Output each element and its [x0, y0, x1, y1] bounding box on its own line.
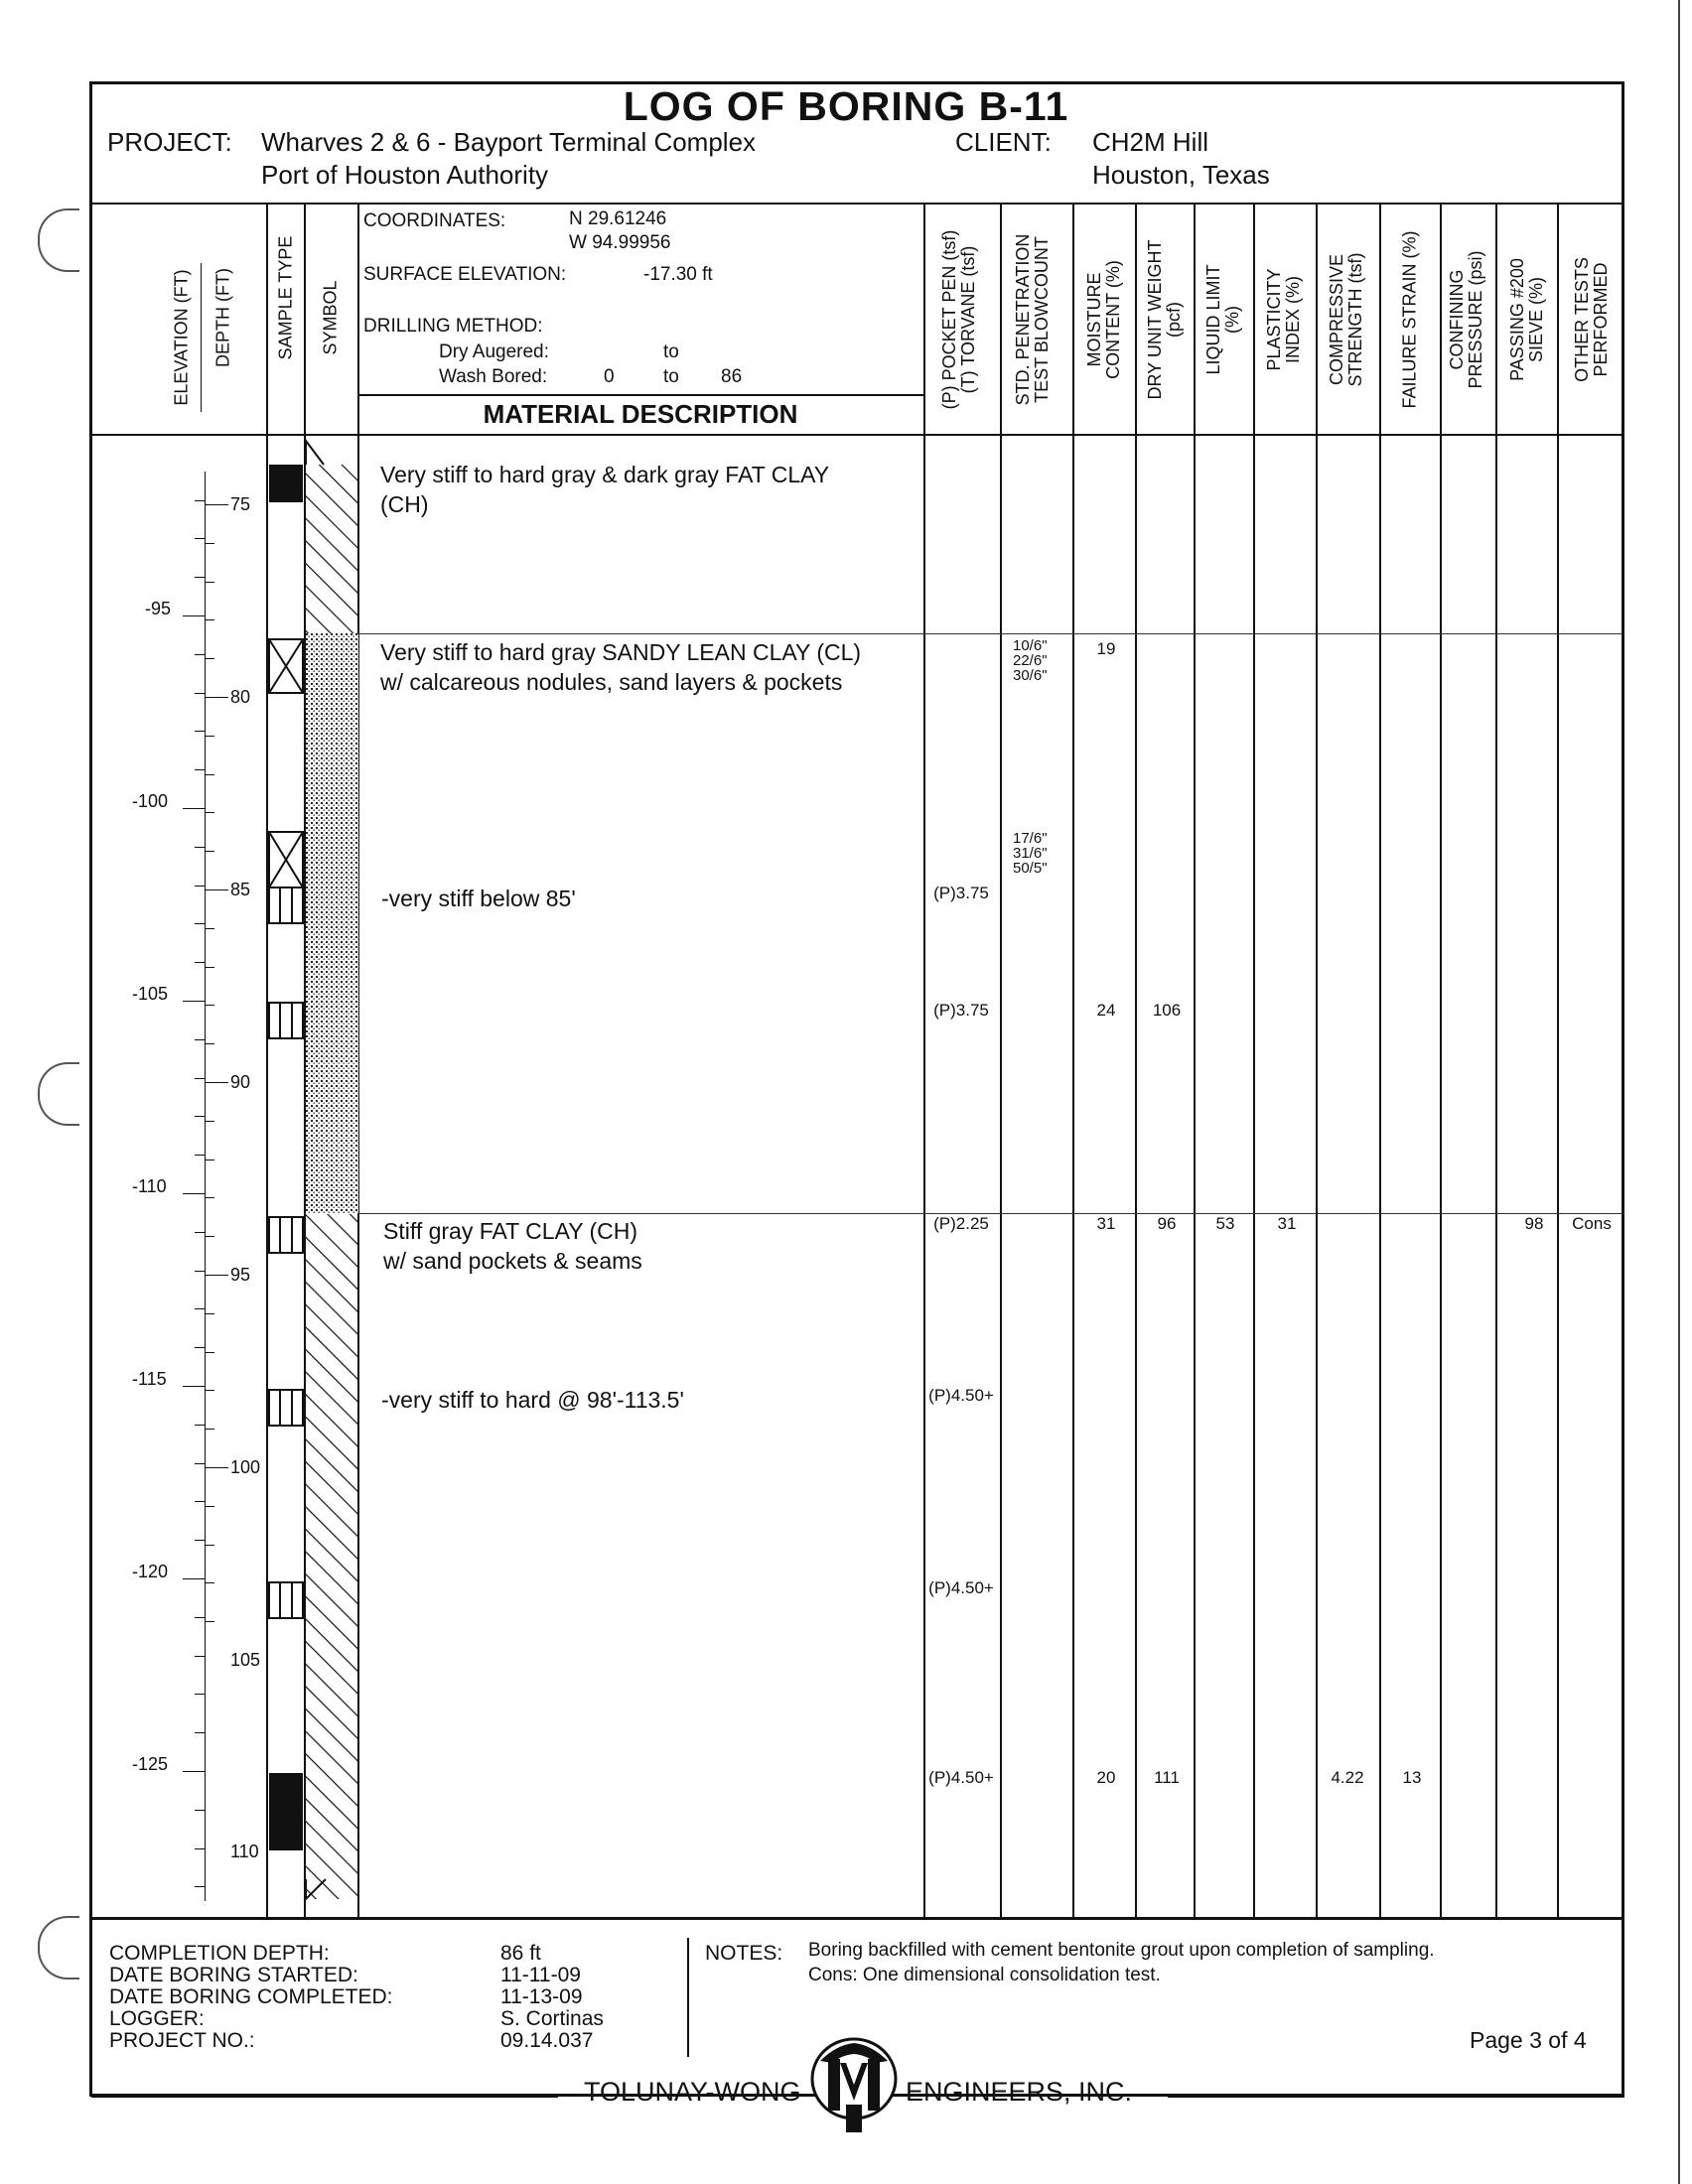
col-moisture: MOISTURE CONTENT (%)	[1084, 260, 1123, 379]
moisture-cell: 20	[1096, 1768, 1116, 1787]
depth-label: 105	[230, 1650, 261, 1670]
company-logo	[806, 2035, 902, 2134]
depth-minor-tick	[205, 1005, 214, 1006]
spt-blowcount: 10/6" 22/6" 30/6"	[1013, 637, 1048, 684]
liquid-limit-cell: 53	[1215, 1214, 1235, 1233]
moisture-cell: 31	[1096, 1214, 1116, 1233]
col-passing: PASSING #200 SIEVE (%)	[1507, 258, 1546, 381]
elevation-minor-tick	[195, 1308, 205, 1309]
pocket-pen-cell: (P)3.75	[933, 884, 989, 902]
elevation-label: -125	[132, 1754, 169, 1774]
depth-label: 90	[230, 1072, 251, 1092]
column-rule	[1440, 203, 1442, 1918]
elevation-minor-tick	[195, 1501, 205, 1502]
column-rule	[1135, 203, 1137, 1918]
stratum-description: Very stiff to hard gray & dark gray FAT CLAY (CH)	[380, 462, 830, 517]
depth-label: 110	[230, 1842, 259, 1861]
col-pocket-pen: (P) POCKET PEN (tsf) (T) TORVANE (tsf)	[939, 229, 978, 410]
project-owner: Port of Houston Authority	[261, 160, 549, 190]
col-symbol: SYMBOL	[320, 280, 341, 355]
elevation-minor-tick	[195, 1039, 205, 1040]
page-edge-line	[1678, 0, 1680, 2184]
pocket-pen-cell: (P)4.50+	[928, 1386, 994, 1405]
footer-divider	[687, 1938, 689, 2057]
footer-rule-left	[91, 2095, 558, 2098]
completion-depth-label: COMPLETION DEPTH:	[109, 1942, 330, 1965]
col-spt: STD. PENETRATION TEST BLOWCOUNT	[1013, 233, 1052, 406]
drilling-method-label: DRILLING METHOD:	[363, 316, 543, 337]
client-name: CH2M Hill	[1092, 127, 1208, 157]
depth-minor-tick	[205, 1236, 214, 1237]
elevation-minor-tick	[195, 693, 205, 694]
elevation-minor-tick	[195, 847, 205, 848]
depth-major-tick	[205, 504, 228, 505]
depth-minor-tick	[205, 967, 214, 968]
elevation-minor-tick	[195, 1271, 205, 1272]
depth-minor-tick	[205, 851, 214, 852]
coordinates-label: COORDINATES:	[363, 210, 506, 231]
elevation-minor-tick	[195, 1810, 205, 1811]
date-started-label: DATE BORING STARTED:	[109, 1964, 358, 1986]
compressive-cell: 4.22	[1331, 1768, 1364, 1787]
depth-major-tick	[205, 889, 228, 890]
other-tests-cell: Cons	[1572, 1214, 1612, 1233]
depth-minor-tick	[205, 1506, 214, 1507]
col-compressive: COMPRESSIVE STRENGTH (tsf)	[1327, 252, 1365, 387]
depth-major-tick	[205, 1082, 228, 1083]
column-rule	[1000, 203, 1002, 1918]
depth-minor-tick	[205, 1352, 214, 1353]
stratum-description: Stiff gray FAT CLAY (CH) w/ sand pockets & seams	[383, 1218, 642, 1274]
elevation-minor-tick	[195, 886, 205, 887]
elevation-minor-tick	[195, 1540, 205, 1541]
elevation-minor-tick	[195, 1425, 205, 1426]
inline-note: -very stiff below 85'	[381, 886, 576, 911]
depth-axis-line	[205, 472, 206, 1901]
elevation-major-tick	[183, 808, 205, 809]
tube-sample-lines	[269, 1003, 303, 1038]
elevation-major-tick	[183, 1001, 205, 1002]
tube-sample-lines	[269, 1217, 303, 1253]
wash-bored-to: 86	[721, 366, 743, 387]
elevation-minor-tick	[195, 1732, 205, 1733]
plasticity-cell: 31	[1277, 1214, 1297, 1233]
depth-minor-tick	[205, 928, 214, 929]
depth-minor-tick	[205, 774, 214, 775]
depth-label: 95	[230, 1265, 251, 1285]
coordinates-west: W 94.99956	[569, 232, 671, 253]
elevation-label: -120	[132, 1562, 169, 1581]
stratum-description: Very stiff to hard gray SANDY LEAN CLAY (CL) w/ calcareous nodules, sand layers & pockets	[380, 639, 862, 695]
moisture-cell: 24	[1096, 1001, 1116, 1020]
elevation-minor-tick	[195, 654, 205, 655]
note-backfill: Boring backfilled with cement bentonite grout upon completion of sampling.	[808, 1940, 1435, 1961]
elevation-minor-tick	[195, 769, 205, 770]
elevation-major-tick	[183, 1386, 205, 1387]
elevation-minor-tick	[195, 577, 205, 578]
moisture-cell: 19	[1096, 639, 1116, 658]
depth-minor-tick	[205, 812, 214, 813]
elevation-minor-tick	[195, 1463, 205, 1464]
tube-sample-lines	[269, 1390, 303, 1426]
fat-clay-symbol	[306, 465, 358, 633]
dry-augered-label: Dry Augered:	[439, 341, 549, 362]
binder-hole-mark	[38, 208, 79, 272]
pocket-pen-cell: (P)3.75	[933, 1001, 989, 1020]
col-plasticity: PLASTICITY INDEX (%)	[1264, 268, 1303, 371]
elevation-label: -100	[132, 791, 169, 811]
column-rule	[1253, 203, 1255, 1918]
depth-label: 80	[230, 687, 251, 707]
header-top-rule	[91, 203, 1622, 205]
elevation-major-tick	[183, 1578, 205, 1579]
company-name-right: ENGINEERS, INC.	[906, 2077, 1133, 2107]
wash-bored-to-word: to	[663, 366, 679, 387]
dry-unit-cell: 96	[1157, 1214, 1177, 1233]
page-number: Page 3 of 4	[1470, 2027, 1587, 2053]
elevation-major-tick	[183, 1193, 205, 1194]
date-completed-label: DATE BORING COMPLETED:	[109, 1985, 393, 2008]
col-confining: CONFINING PRESSURE (psi)	[1447, 250, 1485, 389]
depth-minor-tick	[205, 582, 214, 583]
wash-bored-label: Wash Bored:	[439, 366, 548, 387]
dry-unit-cell: 106	[1152, 1001, 1182, 1020]
elevation-minor-tick	[195, 731, 205, 732]
depth-minor-tick	[205, 1621, 214, 1622]
elevation-minor-tick	[195, 1232, 205, 1233]
elevation-minor-tick	[195, 1078, 205, 1079]
col-failure-strain: FAILURE STRAIN (%)	[1399, 230, 1420, 409]
depth-major-tick	[205, 1275, 228, 1276]
depth-minor-tick	[205, 543, 214, 544]
dry-unit-cell: 111	[1154, 1768, 1180, 1787]
company-name-left: TOLUNAY-WONG	[584, 2077, 801, 2107]
pocket-pen-cell: (P)4.50+	[928, 1768, 994, 1787]
failure-strain-cell: 13	[1402, 1768, 1422, 1787]
material-heading-rule	[357, 394, 923, 396]
shelby-tube-sample-black	[269, 465, 303, 502]
project-no-label: PROJECT NO.:	[109, 2029, 255, 2052]
depth-minor-tick	[205, 1582, 214, 1583]
spt-blowcount: 17/6" 31/6" 50/5"	[1013, 830, 1048, 877]
elevation-label: -115	[132, 1369, 167, 1389]
col-other-tests: OTHER TESTS PERFORMED	[1572, 257, 1611, 382]
column-rule	[1557, 203, 1559, 1918]
tube-sample-lines	[269, 1582, 303, 1618]
col-dry-unit-weight: DRY UNIT WEIGHT (pcf)	[1145, 239, 1184, 400]
depth-major-tick	[205, 697, 228, 698]
elevation-minor-tick	[195, 1347, 205, 1348]
sample-symbol-graphics	[266, 435, 360, 1918]
depth-minor-tick	[205, 1390, 214, 1391]
depth-minor-tick	[205, 1313, 214, 1314]
elevation-minor-tick	[195, 500, 205, 501]
elevation-label: -110	[132, 1176, 167, 1196]
footer-rule-right	[1168, 2095, 1624, 2098]
project-label: PROJECT:	[107, 127, 232, 157]
completion-depth-value: 86 ft	[500, 1942, 541, 1965]
elevation-minor-tick	[195, 1848, 205, 1849]
dry-augered-to-word: to	[663, 341, 679, 362]
depth-minor-tick	[205, 1197, 214, 1198]
binder-hole-mark	[38, 1916, 79, 1979]
elevation-major-tick	[183, 615, 205, 616]
depth-minor-tick	[205, 1121, 214, 1122]
depth-minor-tick	[205, 1545, 214, 1546]
project-no-value: 09.14.037	[500, 2029, 594, 2052]
elevation-minor-tick	[195, 1617, 205, 1618]
elev-depth-divider	[201, 263, 202, 412]
inline-note: -very stiff to hard @ 98'-113.5'	[381, 1387, 684, 1413]
project-name: Wharves 2 & 6 - Bayport Terminal Complex	[261, 127, 757, 157]
pocket-pen-cell: (P)2.25	[933, 1214, 989, 1233]
sandy-lean-clay-symbol	[306, 633, 358, 1214]
elevation-minor-tick	[195, 1694, 205, 1695]
elevation-minor-tick	[195, 1116, 205, 1117]
depth-minor-tick	[205, 1043, 214, 1044]
column-rule	[1495, 203, 1497, 1918]
notes-label: NOTES:	[705, 1942, 783, 1965]
coordinates-north: N 29.61246	[569, 208, 667, 229]
surface-elevation-label: SURFACE ELEVATION:	[363, 264, 567, 285]
elevation-minor-tick	[195, 923, 205, 924]
client-label: CLIENT:	[955, 127, 1052, 157]
passing-cell: 98	[1524, 1214, 1544, 1233]
col-elevation: ELEVATION (FT)	[171, 269, 192, 406]
column-rule	[1194, 203, 1196, 1918]
elevation-label: -95	[145, 599, 172, 618]
col-depth: DEPTH (FT)	[212, 268, 233, 367]
page-title: LOG OF BORING B-11	[623, 83, 1069, 129]
depth-minor-tick	[205, 658, 214, 659]
column-rule	[1316, 203, 1318, 1918]
depth-minor-tick	[205, 1429, 214, 1430]
fat-clay-symbol	[306, 1214, 358, 1899]
depth-major-tick	[205, 1467, 228, 1468]
elevation-minor-tick	[195, 1656, 205, 1657]
depth-label: 100	[230, 1457, 261, 1477]
depth-label: 85	[230, 880, 251, 899]
tube-sample-lines	[269, 887, 303, 923]
elevation-major-tick	[183, 1771, 205, 1772]
elevation-minor-tick	[195, 1886, 205, 1887]
wash-bored-from: 0	[604, 366, 615, 387]
spt-sample-x	[269, 832, 303, 887]
elevation-minor-tick	[195, 962, 205, 963]
column-rule	[1072, 203, 1074, 1918]
depth-label: 75	[230, 494, 251, 514]
column-rule	[1379, 203, 1381, 1918]
col-sample-type: SAMPLE TYPE	[275, 235, 296, 360]
logger-value: S. Cortinas	[500, 2007, 604, 2030]
elevation-minor-tick	[195, 1155, 205, 1156]
top-marker	[306, 441, 324, 465]
date-started-value: 11-11-09	[500, 1964, 581, 1986]
client-location: Houston, Texas	[1092, 160, 1270, 190]
elevation-label: -105	[132, 984, 169, 1004]
col-liquid-limit: LIQUID LIMIT (%)	[1203, 264, 1242, 375]
elevation-minor-tick	[195, 538, 205, 539]
column-rule	[923, 203, 925, 1918]
date-completed-value: 11-13-09	[500, 1985, 583, 2008]
binder-hole-mark	[38, 1062, 79, 1126]
pocket-pen-cell: (P)4.50+	[928, 1578, 994, 1597]
logger-label: LOGGER:	[109, 2007, 205, 2030]
note-consolidation: Cons: One dimensional consolidation test.	[808, 1965, 1161, 1985]
depth-minor-tick	[205, 619, 214, 620]
shelby-tube-sample-black	[269, 1773, 303, 1850]
material-description-heading: MATERIAL DESCRIPTION	[483, 399, 798, 429]
depth-minor-tick	[205, 736, 214, 737]
strata-boundary	[357, 633, 1622, 634]
spt-sample-x	[269, 639, 303, 693]
surface-elevation-value: -17.30 ft	[643, 264, 713, 285]
